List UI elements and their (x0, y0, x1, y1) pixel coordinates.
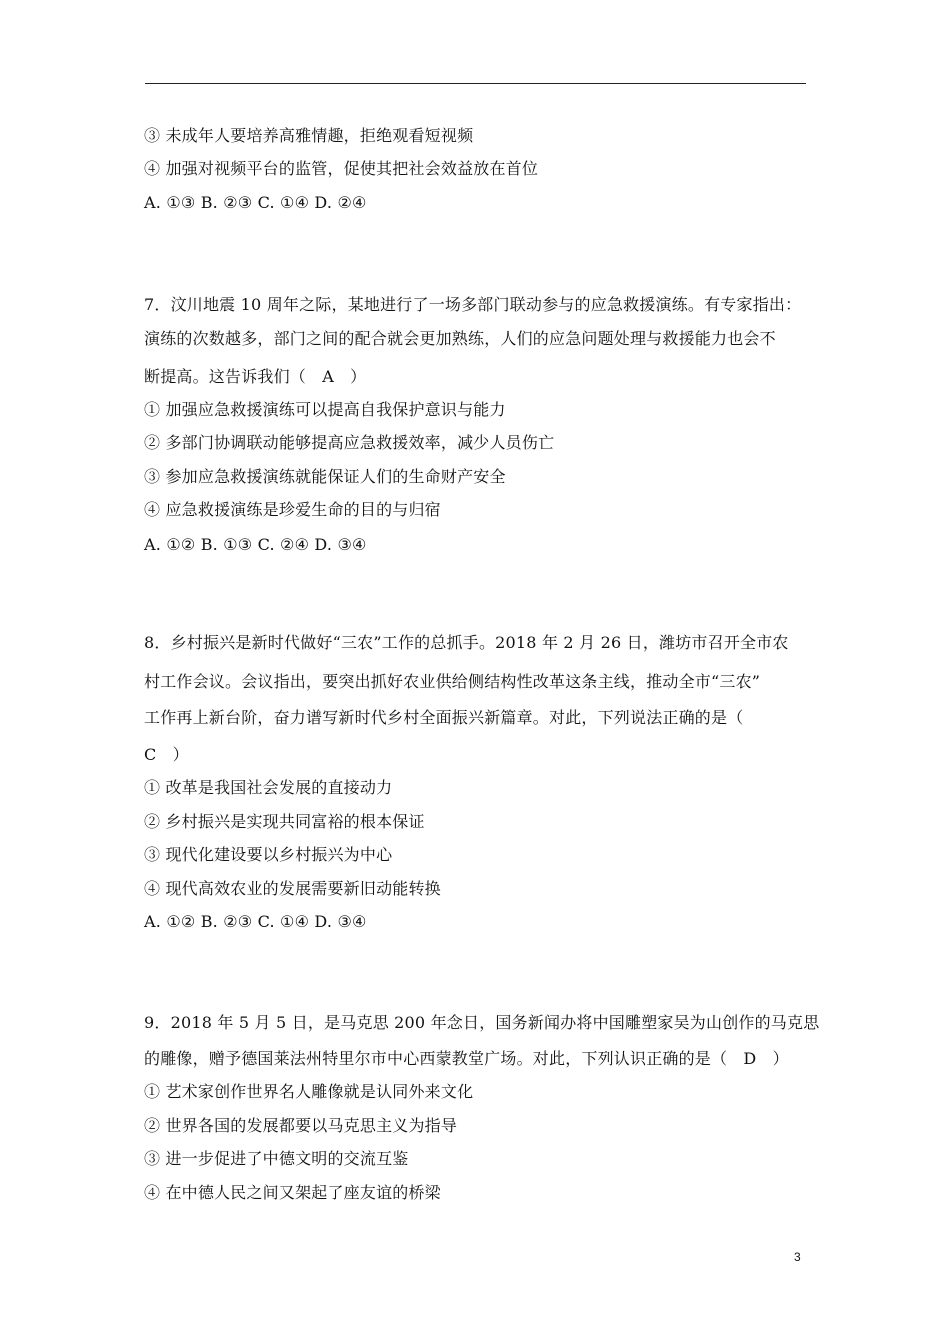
option-line: ① 艺术家创作世界名人雕像就是认同外来文化 (144, 1082, 474, 1101)
option-line: ② 乡村振兴是实现共同富裕的根本保证 (144, 812, 425, 831)
option-line: ④ 在中德人民之间又架起了座友谊的桥梁 (144, 1183, 441, 1202)
option-line: ① 加强应急救援演练可以提高自我保护意识与能力 (144, 400, 506, 419)
question-7-text: 演练的次数越多，部门之间的配合就会更加熟练，人们的应急问题处理与救援能力也会不 (144, 329, 776, 348)
option-line: ② 世界各国的发展都要以马克思主义为指导 (144, 1116, 458, 1135)
option-line: ② 多部门协调联动能够提高应急救援效率，减少人员伤亡 (144, 433, 555, 452)
question-7-text: 断提高。这告诉我们（ A ） (144, 367, 367, 386)
option-line: ④ 现代高效农业的发展需要新旧动能转换 (144, 879, 441, 898)
question-8-text: 8．乡村振兴是新时代做好“三农”工作的总抓手。2018 年 2 月 26 日，潍坊市召开全市农 (144, 633, 789, 652)
question-8-text: C ） (144, 745, 189, 764)
question-8-text: 工作再上新台阶，奋力谱写新时代乡村全面振兴新篇章。对此，下列说法正确的是（ (144, 708, 744, 727)
option-line: ④ 应急救援演练是珍爱生命的目的与归宿 (144, 500, 441, 519)
option-line: ① 改革是我国社会发展的直接动力 (144, 778, 393, 797)
option-line: ③ 未成年人要培养高雅情趣，拒绝观看短视频 (144, 126, 474, 145)
question-7-text: 7．汶川地震 10 周年之际，某地进行了一场多部门联动参与的应急救援演练。有专家指出： (144, 295, 802, 314)
page-number: 3 (794, 1250, 801, 1264)
question-9-text: 的雕像，赠予德国莱法州特里尔市中心西蒙教堂广场。对此，下列认识正确的是（ D ） (144, 1049, 789, 1068)
option-line: ③ 现代化建设要以乡村振兴为中心 (144, 845, 393, 864)
question-8-text: 村工作会议。会议指出，要突出抓好农业供给侧结构性改革这条主线，推动全市“三农” (144, 672, 761, 691)
answer-choices: A. ①② B. ②③ C. ①④ D. ③④ (144, 912, 367, 931)
question-9-text: 9．2018 年 5 月 5 日，是马克思 200 年念日，国务新闻办将中国雕塑家吴为山创作的马克思 (144, 1013, 820, 1032)
option-line: ③ 参加应急救援演练就能保证人们的生命财产安全 (144, 467, 506, 486)
option-line: ④ 加强对视频平台的监管，促使其把社会效益放在首位 (144, 159, 539, 178)
option-line: ③ 进一步促进了中德文明的交流互鉴 (144, 1149, 409, 1168)
answer-choices: A. ①③ B. ②③ C. ①④ D. ②④ (144, 193, 367, 212)
answer-choices: A. ①② B. ①③ C. ②④ D. ③④ (144, 535, 367, 554)
header-rule (145, 83, 806, 84)
